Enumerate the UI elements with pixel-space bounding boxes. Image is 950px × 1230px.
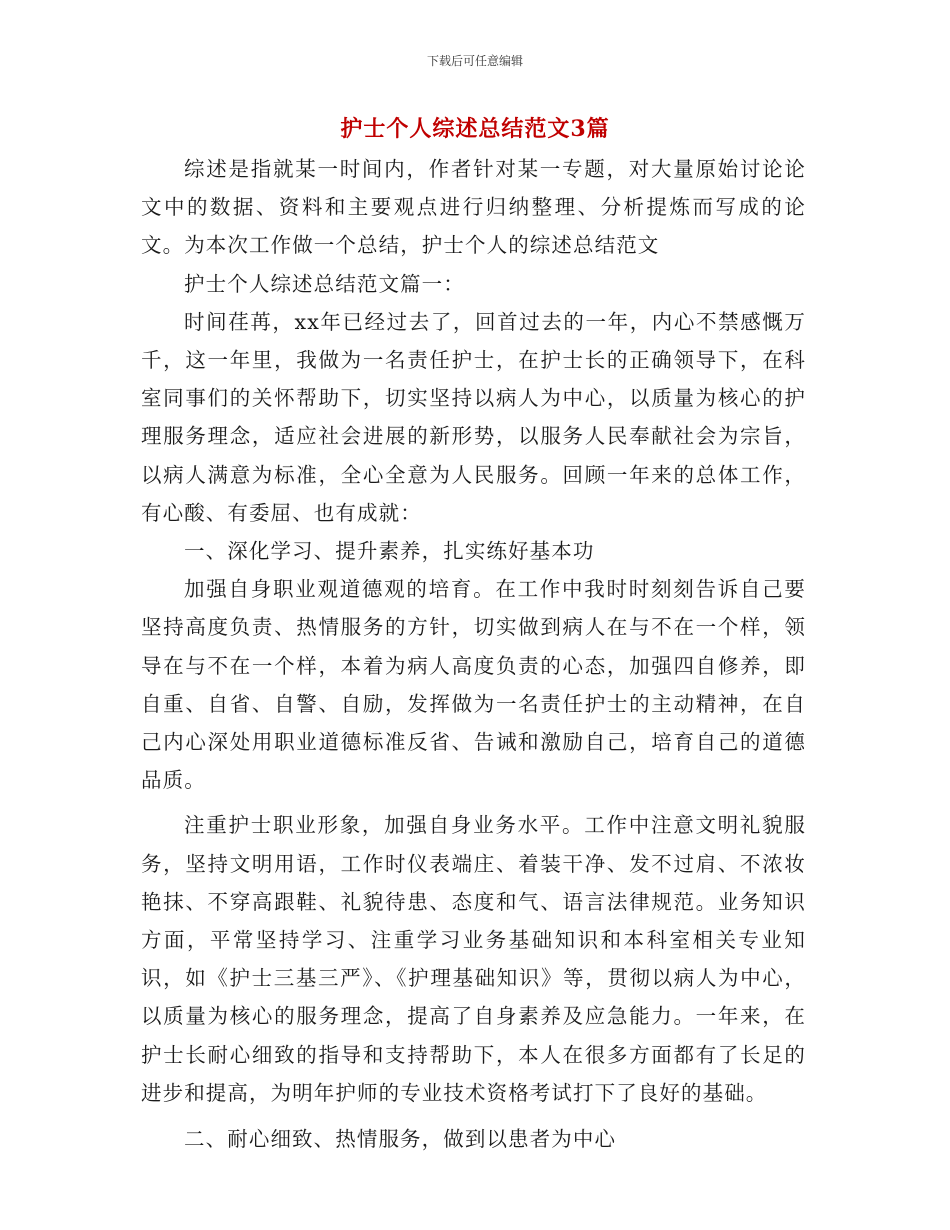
paragraph-opening: 时间荏苒，xx年已经过去了，回首过去的一年，内心不禁感慨万千，这一年里，我做为一名责任护士，在护士长的正确领导下，在科室同事们的关怀帮助下，切实坚持以病人为中心，以质量为核心的护理服务理念，适应社会进展的新形势，以服务人民奉献社会为宗旨，以病人满意为标准，全心全意为人民服务。回顾一年来的总体工作，有心酸、有委屈、也有成就： (141, 309, 806, 525)
paragraph-image: 注重护士职业形象，加强自身业务水平。工作中注意文明礼貌服务，坚持文明用语，工作时仪表端庄、着装干净、发不过肩、不浓妆艳抹、不穿高跟鞋、礼貌待患、态度和气、语言法律规范。业务知识方面，平常坚持学习、注重学习业务基础知识和本科室相关专业知识，如《护士三基三严》、《护理基础知识》等，贯彻以病人为中心，以质量为核心的服务理念，提高了自身素养及应急能力。一年来，在护士长耐心细致的指导和支持帮助下，本人在很多方面都有了长足的进步和提高，为明年护师的专业技术资格考试打下了良好的基础。 (141, 813, 806, 1105)
section-heading-2: 二、耐心细致、热情服务，做到以患者为中心 (184, 1127, 617, 1152)
paragraph-intro: 综述是指就某一时间内，作者针对某一专题，对大量原始讨论论文中的数据、资料和主要观点进行归纳整理、分析提炼而写成的论文。为本次工作做一个总结，护士个人的综述总结范文 (141, 157, 806, 258)
paragraph-ethics: 加强自身职业观道德观的培育。在工作中我时时刻刻告诉自己要坚持高度负责、热情服务的方针，切实做到病人在与不在一个样，领导在与不在一个样，本着为病人高度负责的心态，加强四自修养，即自重、自省、自警、自励，发挥做为一名责任护士的主动精神，在自己内心深处用职业道德标准反省、告诫和激励自己，培育自己的道德品质。 (141, 577, 806, 793)
section-heading-1: 一、深化学习、提升素养，扎实练好基本功 (184, 539, 595, 564)
document-title: 护士个人综述总结范文3篇 (340, 116, 610, 142)
header-note: 下载后可任意编辑 (426, 54, 523, 68)
document-body (141, 150, 806, 1158)
paragraph-subtitle: 护士个人综述总结范文篇一： (184, 271, 465, 296)
